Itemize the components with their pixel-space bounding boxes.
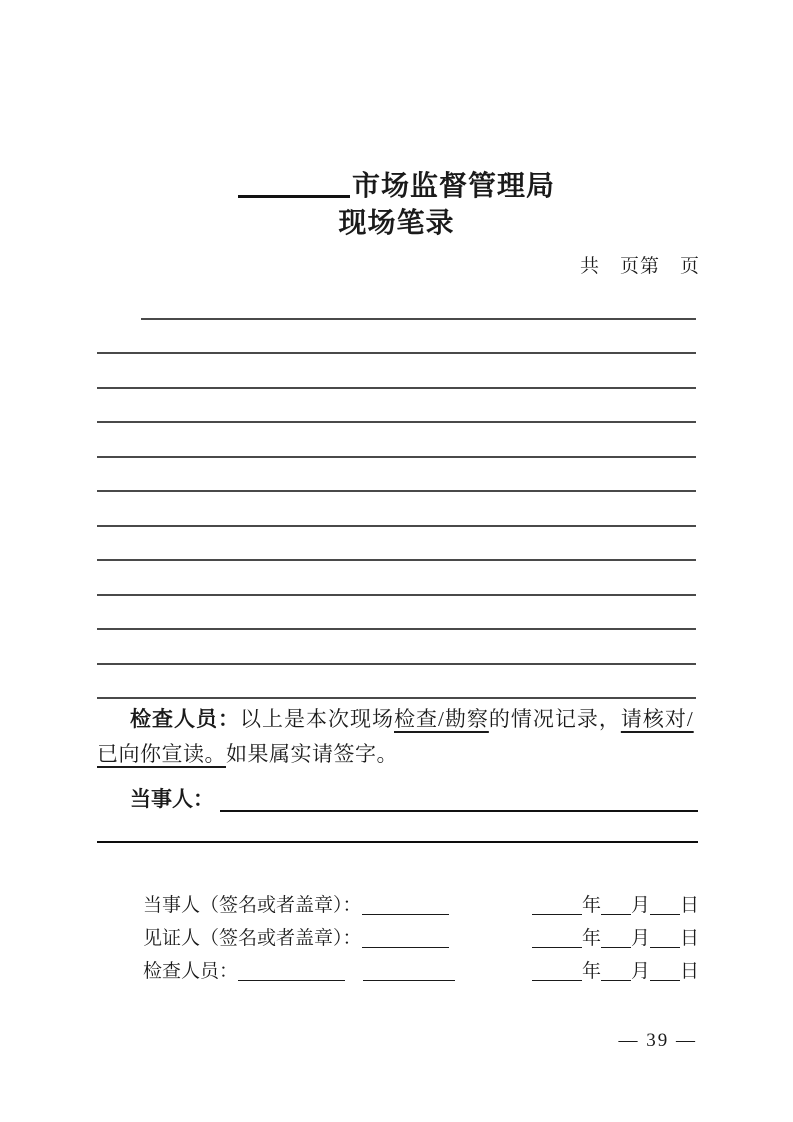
writing-line [97, 628, 696, 630]
notice-underlined-text: 已向你宣读。 [97, 741, 226, 766]
signature-blank [363, 966, 455, 981]
notice-label: 检查人员： [130, 707, 240, 731]
day-label: 日 [679, 928, 699, 949]
writing-line [141, 318, 696, 320]
month-label: 月 [630, 961, 650, 982]
signature-blank [362, 933, 449, 948]
year-blank [532, 966, 582, 981]
writing-line [97, 421, 696, 423]
notice-text: 以上是本次现场 [240, 707, 394, 731]
year-blank [532, 900, 582, 915]
signature-row-label: 当事人（签名或者盖章）： [143, 895, 362, 916]
notice-text: 的情况记录， [488, 707, 621, 731]
signature-row-label: 见证人（签名或者盖章）： [143, 928, 362, 949]
writing-line [97, 456, 696, 458]
year-label: 年 [581, 928, 601, 949]
date-fields [532, 955, 699, 988]
date-fields [532, 922, 699, 955]
writing-line [97, 559, 696, 561]
title-agency-name: 市场监督管理局 [351, 171, 555, 202]
month-blank [601, 933, 631, 948]
writing-line [97, 490, 696, 492]
day-label: 日 [679, 961, 699, 982]
signature-blank [238, 966, 345, 981]
signature-row-label: 检查人员： [143, 961, 239, 982]
page-counter: 共 页第 页 [579, 256, 700, 277]
date-fields [532, 889, 699, 922]
month-label: 月 [630, 928, 650, 949]
notice-line-1 [97, 702, 707, 737]
writing-line [97, 525, 696, 527]
writing-lines [97, 318, 696, 708]
title-line-1 [0, 167, 793, 205]
page-number: — 39 — [618, 1030, 697, 1051]
day-label: 日 [679, 895, 699, 916]
day-blank [650, 966, 680, 981]
writing-line [97, 352, 696, 354]
separator-line [97, 841, 698, 843]
notice-paragraph [97, 702, 707, 771]
day-blank [650, 933, 680, 948]
year-label: 年 [581, 895, 601, 916]
writing-line [97, 594, 696, 596]
notice-underlined-text: 请核对/ [620, 707, 694, 731]
signature-section [143, 889, 699, 988]
writing-line [97, 663, 696, 665]
notice-text: 如果属实请签字。 [226, 741, 398, 766]
signature-row-party [143, 889, 699, 922]
party-signature-row [97, 783, 698, 812]
signature-row-inspectors [143, 955, 699, 988]
year-blank [532, 933, 582, 948]
writing-line [97, 697, 696, 699]
notice-line-2 [97, 737, 707, 772]
month-blank [601, 966, 631, 981]
day-blank [650, 900, 680, 915]
year-label: 年 [581, 961, 601, 982]
month-label: 月 [630, 895, 650, 916]
party-signature-blank [220, 783, 698, 812]
title-line-2: 现场笔录 [338, 208, 455, 239]
document-title [0, 167, 793, 242]
writing-line [97, 387, 696, 389]
signature-blank [362, 900, 449, 915]
notice-underlined-text: 检查/勘察 [394, 707, 489, 731]
signature-row-witness [143, 922, 699, 955]
month-blank [601, 900, 631, 915]
party-label: 当事人： [130, 787, 214, 811]
title-blank-underline [238, 167, 350, 198]
